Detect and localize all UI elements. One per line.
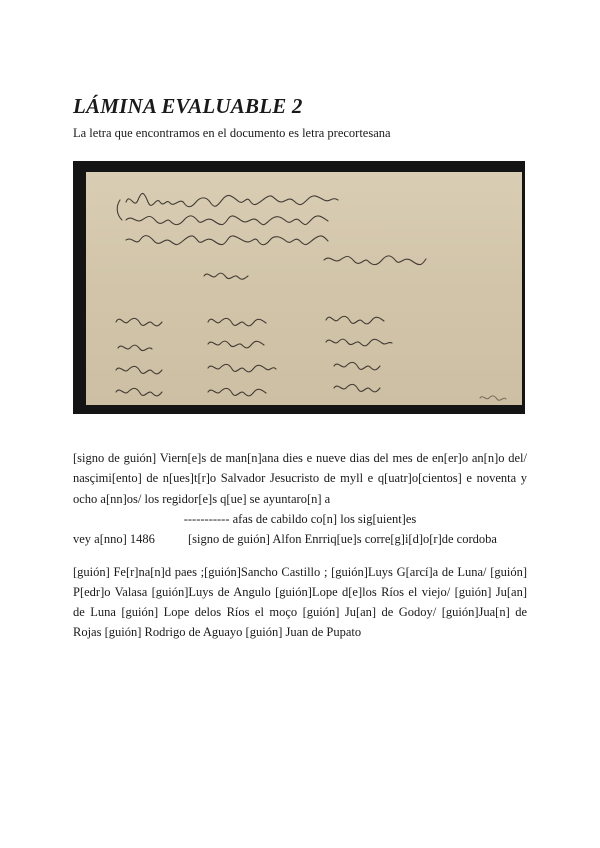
transcription-names-list: [guión] Fe[r]na[n]d paes ;[guión]Sancho Castillo ; [guión]Luys G[arcí]a de Luna/ [guión] P[edr]o Valasa [guión]Luys de Angulo [guión]Lope d[e]los Ríos el viejo/ [guión] Ju[an] de Luna [guión] Lope delos Ríos el moço [guión] Ju[an] de Godoy/ [guión]Jua[n] de Rojas [guión] Rodrigo de Aguayo [guión] Juan de Pupato (73, 565, 527, 639)
date-line: vey a[nno] 1486 (73, 532, 155, 546)
manuscript-image (73, 161, 525, 414)
page-title: LÁMINA EVALUABLE 2 (73, 94, 303, 118)
transcription-main: [signo de guión] Viern[e]s de man[n]ana dies e nueve dias del mes de en[er]o an[n]o del/ nasçimi[ento] de n[ues]t[r]o Salvador Jesucristo de myll e q[uatr]o[cientos] e noventa y ocho a[nn]os/ los regidor[e]s q[ue] se ayuntaro[n] a (73, 451, 527, 506)
transcription-paragraph-1 (73, 448, 527, 529)
transcription-paragraph-2 (73, 529, 527, 549)
transcription-tail: ----------- afas de cabildo co[n] los sig[uient]es (183, 511, 417, 526)
manuscript-paper (86, 172, 522, 405)
page-subtitle: La letra que encontramos en el documento es letra precortesana (73, 126, 391, 140)
handwriting-illustration (86, 172, 522, 405)
signature-line: [signo de guión] Alfon Enrriq[ue]s corre[g]i[d]o[r]de cordoba (188, 532, 497, 546)
